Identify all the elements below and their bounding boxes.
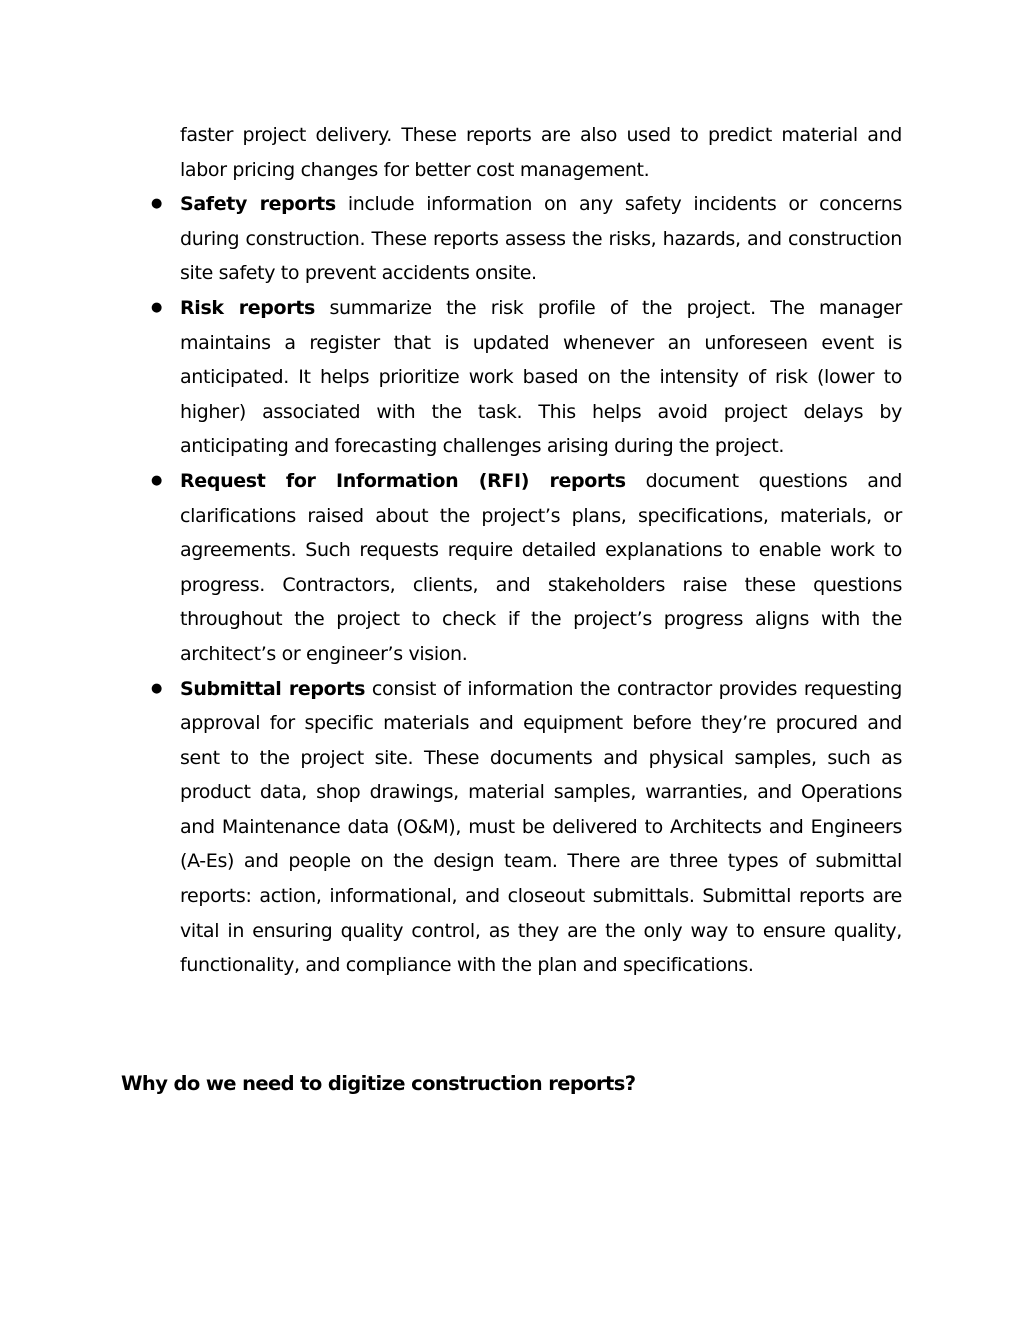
list-item-text: summarize the risk profile of the project. The manager maintains a register that is updated whenever an unforeseen event is anticipated. It helps prioritize work based on the intensity of risk (lower to higher) associated with the task. This helps avoid project delays by anticipating and forecasting challenges arising during the project. xyxy=(180,296,902,458)
list-item-submittal-reports xyxy=(151,672,902,983)
intro-paragraph: faster project delivery. These reports are also used to predict material and labor pricing changes for better cost management. xyxy=(180,124,902,181)
document-body xyxy=(151,118,902,983)
list-item-term: Request for Information (RFI) reports xyxy=(180,469,626,492)
bullet-icon: ● xyxy=(151,680,162,696)
list-item-text: document questions and clarifications raised about the project’s plans, specifications, materials, or agreements. Such requests require detailed explanations to enable work to progress. Contractors, clients, and stakeholders raise these questions throughout the project to check if the project’s progress aligns with the architect’s or engineer’s vision. xyxy=(180,469,902,665)
list-item-text: include information on any safety incidents or concerns during construction. These reports assess the risks, hazards, and construction site safety to prevent accidents onsite. xyxy=(180,193,902,285)
bullet-icon: ● xyxy=(151,196,162,212)
list-item-text: consist of information the contractor provides requesting approval for specific materials and equipment before they’re procured and sent to the project site. These documents and physical samples, such as product data, shop drawings, material samples, warranties, and Operations and Maintenance data (O&M), must be delivered to Architects and Engineers (A-Es) and people on the design team. There are three types of submittal reports: action, informational, and closeout submittals. Submittal reports are vital in ensuring quality control, as they are the only way to ensure quality, functionality, and compliance with the plan and specifications. xyxy=(180,677,902,977)
bullet-icon: ● xyxy=(151,472,162,488)
list-item-term: Risk reports xyxy=(180,296,315,319)
list-item-term: Submittal reports xyxy=(180,677,366,700)
list-item-rfi-reports xyxy=(151,464,902,672)
section-heading: Why do we need to digitize construction reports? xyxy=(121,1072,636,1095)
list-item-safety-reports xyxy=(151,187,902,291)
bullet-icon: ● xyxy=(151,299,162,315)
list-item-risk-reports xyxy=(151,291,902,464)
list-item-term: Safety reports xyxy=(180,193,336,216)
report-types-list xyxy=(151,187,902,983)
